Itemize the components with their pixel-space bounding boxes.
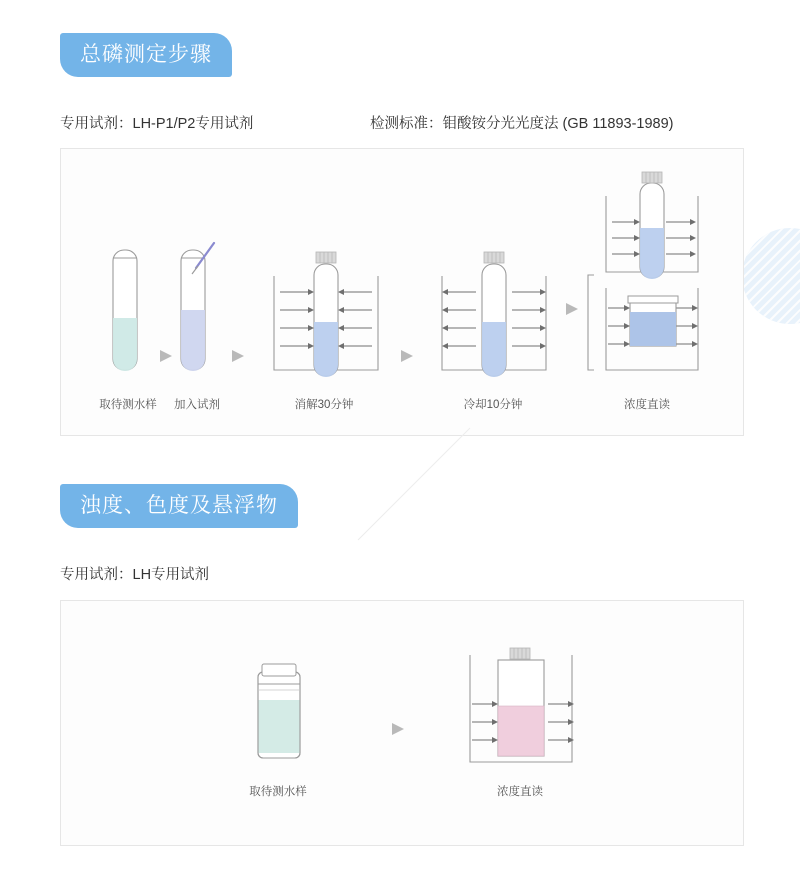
standard-label-total-phosphorus: 检测标准：钼酸铵分光光度法 (GB 11893-1989) xyxy=(370,116,674,132)
decorative-circle-stripes xyxy=(742,228,800,324)
reagent-label-total-phosphorus: 专用试剂：LH-P1/P2专用试剂 xyxy=(60,116,254,132)
caption-tp-step-2: 加入试剂 xyxy=(174,399,220,411)
decorative-circle xyxy=(742,228,800,324)
caption-tp-step-4: 冷却10分钟 xyxy=(463,399,523,411)
section-title-total-phosphorus: 总磷测定步骤 xyxy=(60,33,232,77)
caption-tp-step-5: 浓度直读 xyxy=(624,399,670,411)
panel-total-phosphorus xyxy=(60,148,744,436)
section-title-turbidity: 浊度、色度及悬浮物 xyxy=(60,484,298,528)
caption-tb-step-1: 取待测水样 xyxy=(249,786,307,798)
panel-turbidity xyxy=(60,600,744,846)
caption-tp-step-1: 取待测水样 xyxy=(99,399,157,411)
caption-tp-step-3: 消解30分钟 xyxy=(294,399,354,411)
reagent-label-turbidity: 专用试剂：LH专用试剂 xyxy=(60,567,210,583)
decorative-diagonal-line xyxy=(358,428,470,540)
caption-tb-step-2: 浓度直读 xyxy=(497,786,543,798)
